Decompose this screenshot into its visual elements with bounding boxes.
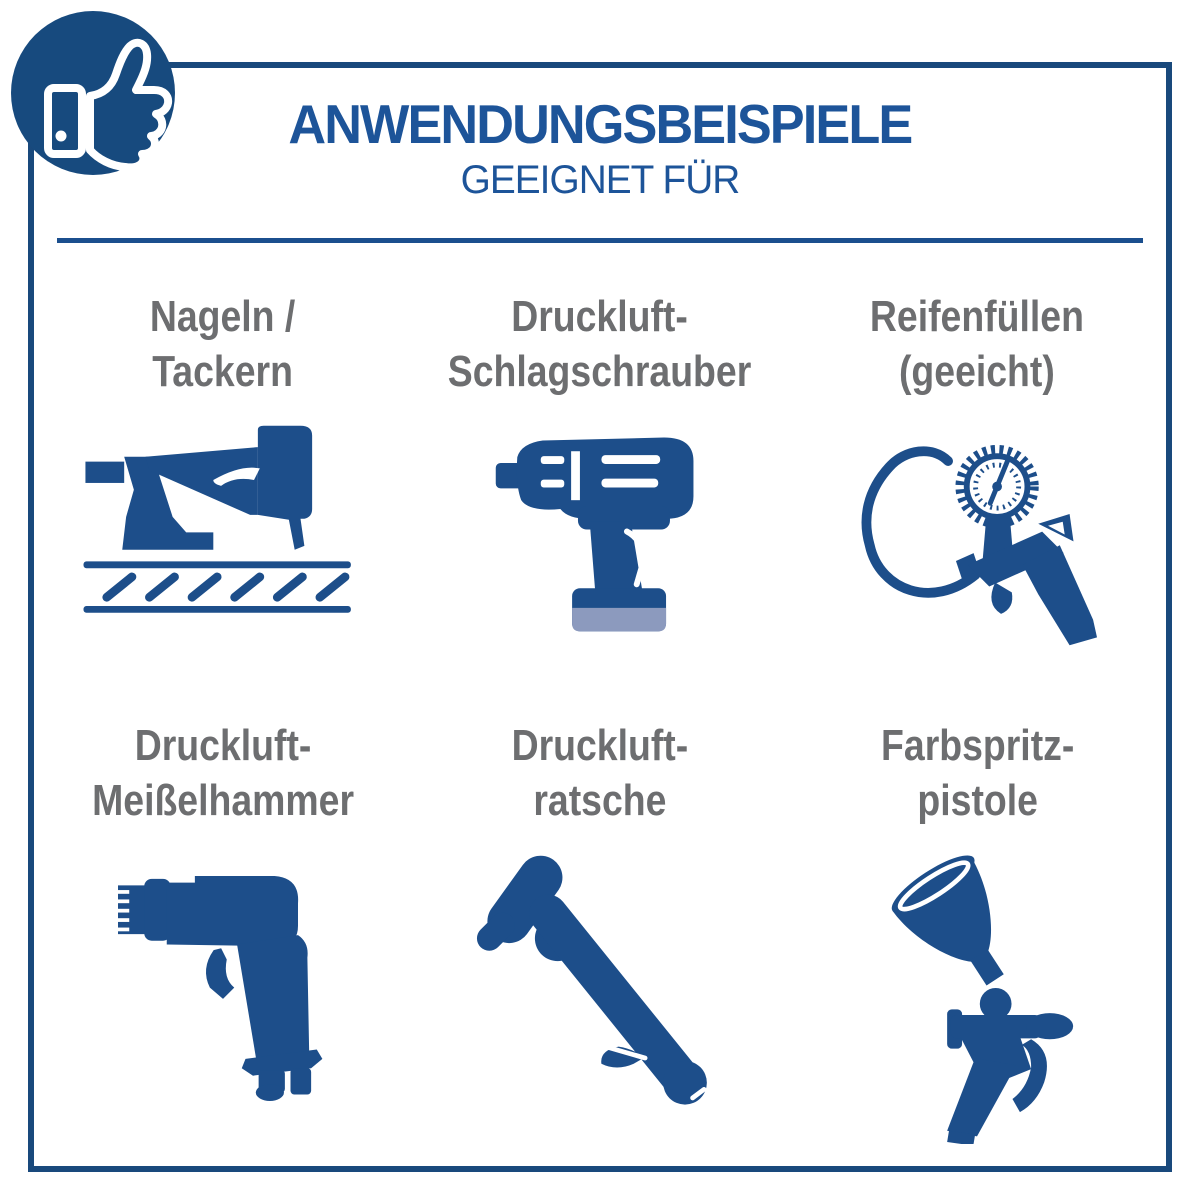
page-frame	[28, 62, 1172, 1172]
page-title: ANWENDUNGSBEISPIELE	[288, 93, 912, 155]
usage-item-label: Farbspritz- pistole	[880, 720, 1074, 826]
usage-item-tire-inflator	[789, 289, 1166, 656]
nail-gun-icon	[68, 416, 378, 639]
usage-item-label: Nageln / Tackern	[149, 291, 296, 397]
usage-item-impact-wrench	[411, 289, 788, 656]
paint-spray-gun-icon	[837, 845, 1117, 1144]
usage-item-air-ratchet	[411, 718, 788, 1144]
page-subtitle: GEEIGNET FÜR	[460, 157, 740, 202]
air-ratchet-art	[457, 845, 742, 1121]
header-divider	[57, 238, 1143, 243]
nail-gun-art	[68, 416, 378, 639]
usage-item-nail-gun	[34, 289, 411, 656]
usage-grid	[34, 289, 1166, 1144]
tire-inflator-art	[830, 416, 1125, 656]
impact-wrench-icon	[472, 416, 727, 646]
thumbs-up-badge	[8, 8, 178, 178]
usage-item-paint-spray-gun	[789, 718, 1166, 1144]
paint-spray-gun-art	[837, 845, 1117, 1144]
chisel-hammer-icon	[73, 845, 373, 1117]
air-ratchet-icon	[457, 845, 742, 1121]
usage-item-label: Reifenfüllen (geeicht)	[870, 291, 1085, 397]
usage-item-label: Druckluft- ratsche	[511, 720, 689, 826]
usage-item-chisel-hammer	[34, 718, 411, 1144]
chisel-hammer-art	[73, 845, 373, 1117]
header	[34, 68, 1166, 202]
impact-wrench-art	[472, 416, 727, 646]
thumbs-up-icon	[8, 8, 178, 178]
tire-inflator-icon	[830, 416, 1125, 656]
usage-item-label: Druckluft- Schlagschrauber	[448, 291, 752, 397]
usage-item-label: Druckluft- Meißelhammer	[91, 720, 354, 826]
